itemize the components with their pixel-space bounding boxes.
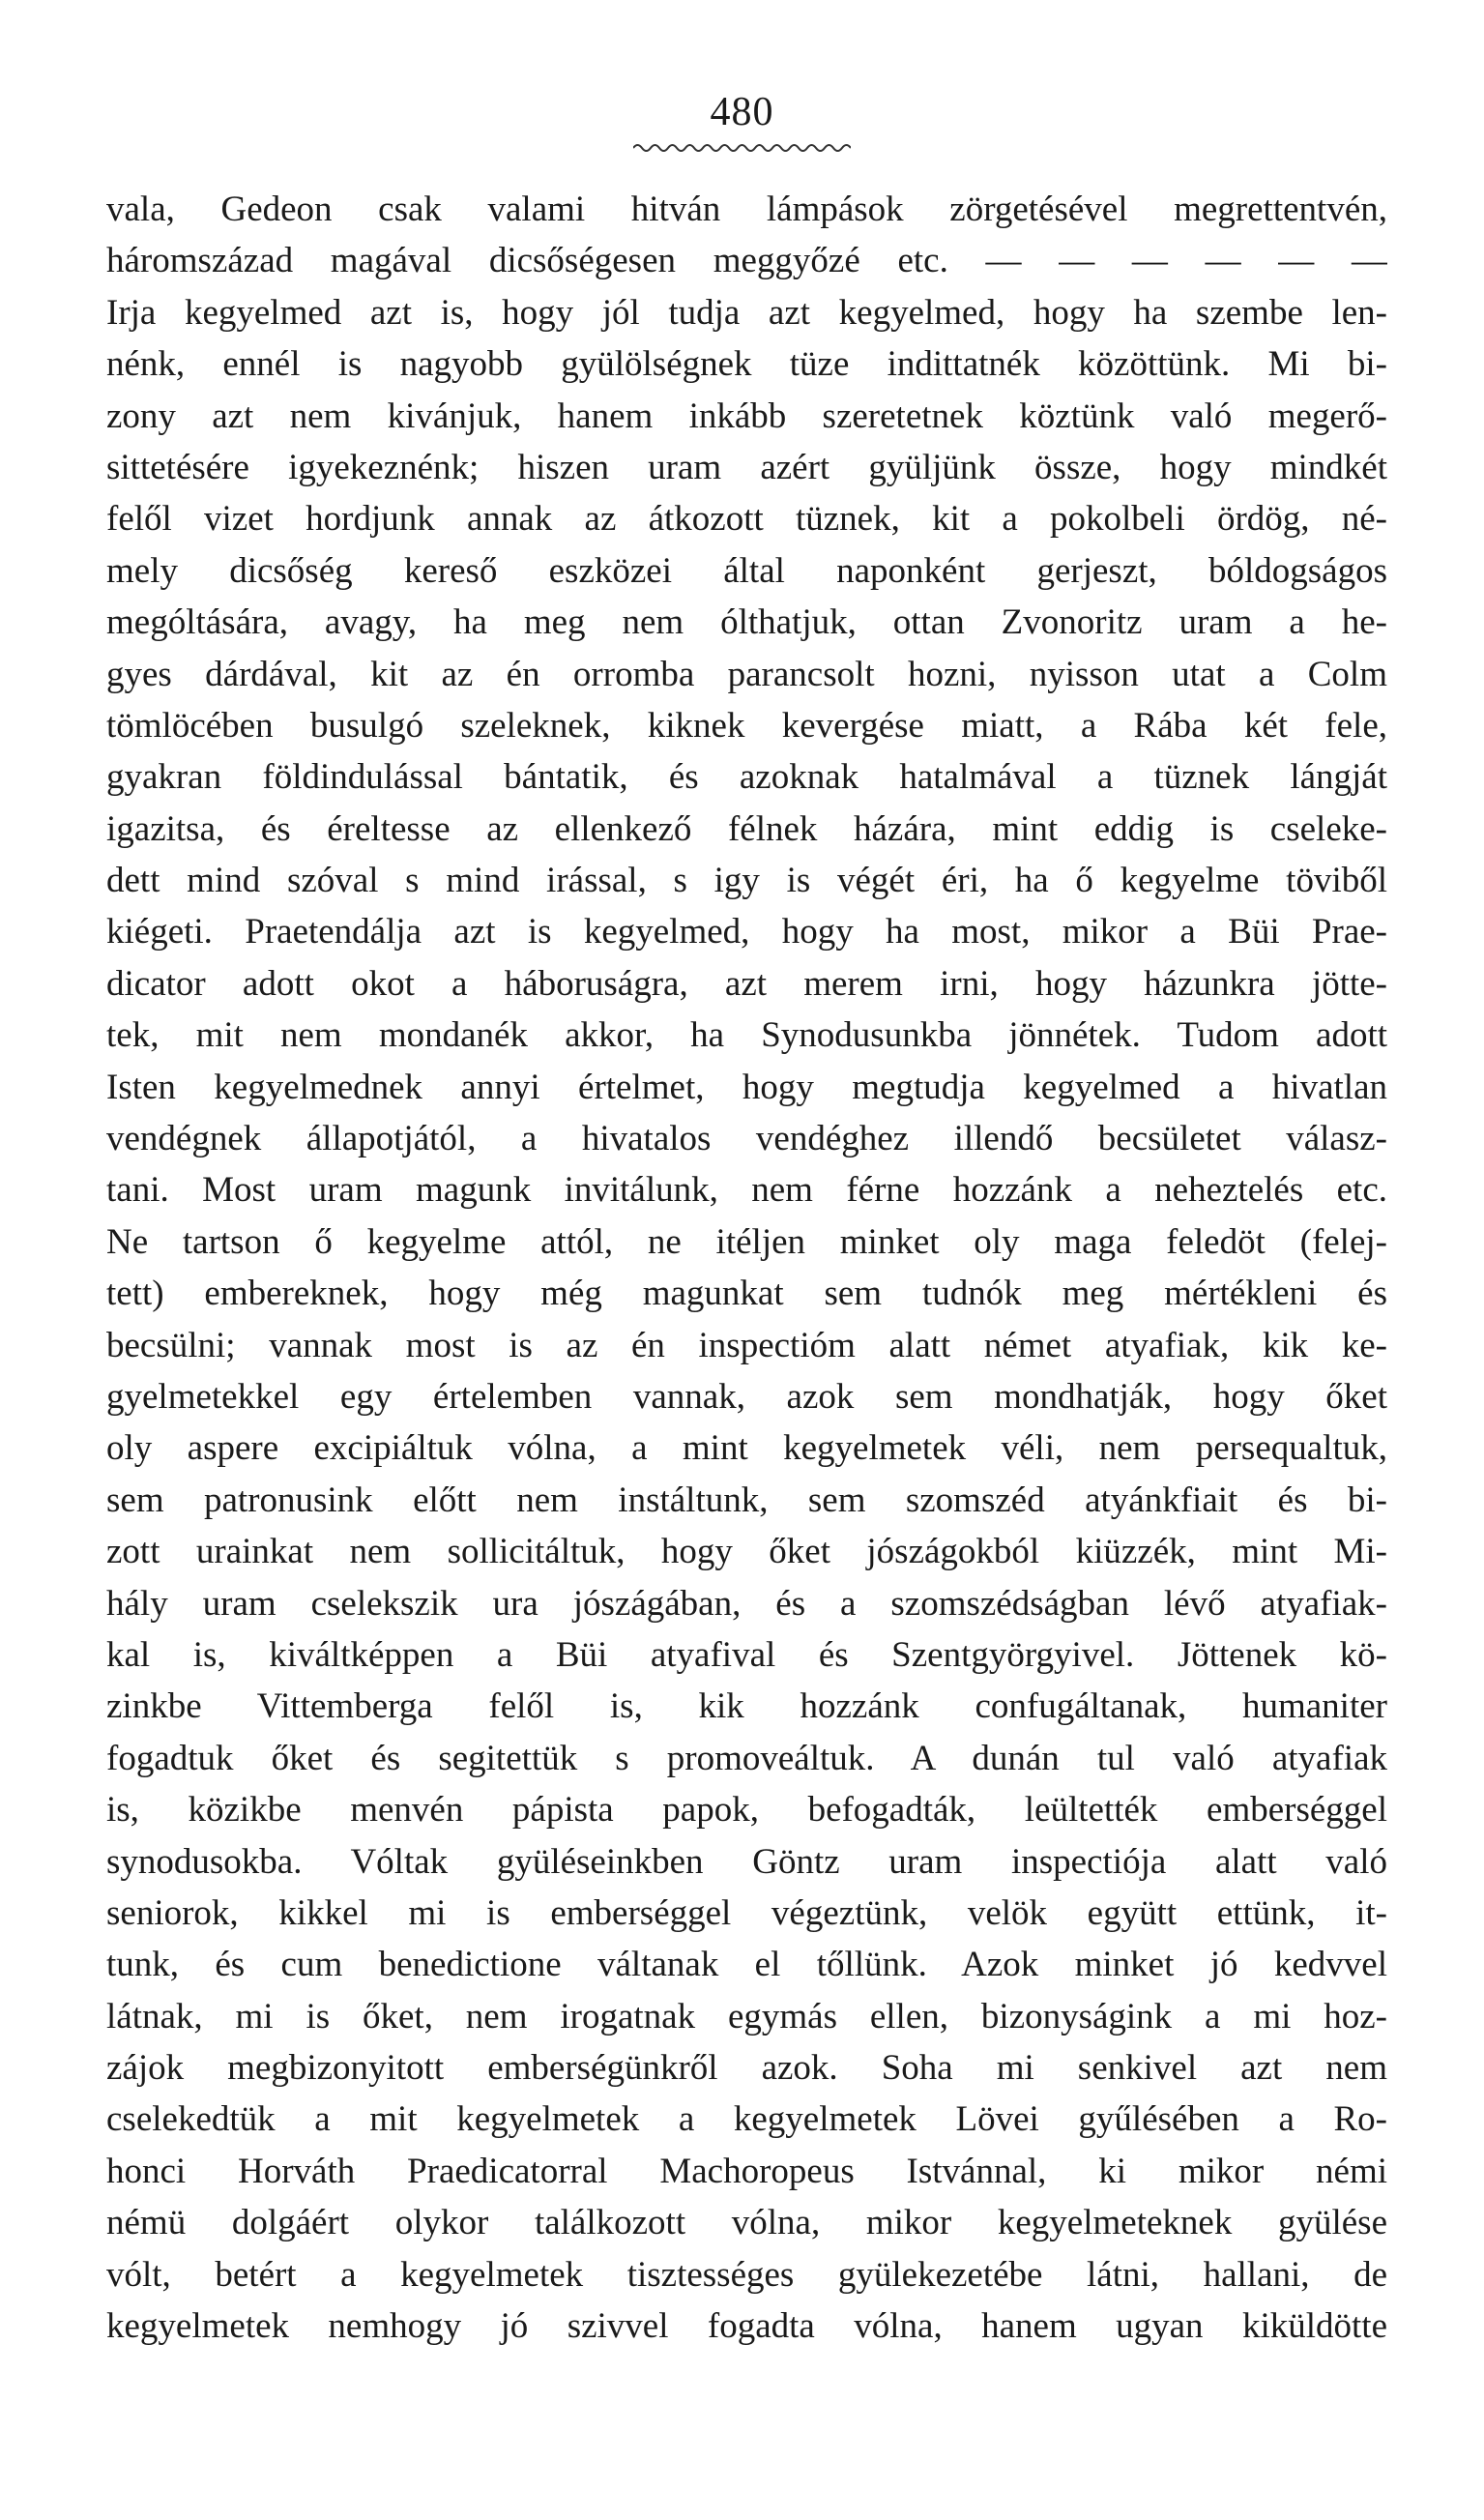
text-line: tömlöcében busulgó szeleknek, kiknek kevergése miatt, a Rába két fele,	[106, 705, 1387, 746]
text-line: mely dicsőség kereső eszközei által naponként gerjeszt, bóldogságos	[106, 550, 1387, 591]
text-line: nénk, ennél is nagyobb gyülölségnek tüze indittatnék közöttünk. Mi bi-	[106, 344, 1387, 385]
text-line: vólt, betért a kegyelmetek tisztességes gyülekezetébe látni, hallani, de	[106, 2254, 1387, 2295]
text-line: becsülni; vannak most is az én inspectióm alatt német atyafiak, kik ke-	[106, 1325, 1387, 1365]
text-line: sittetésére igyekeznénk; hiszen uram azért gyüljünk össze, hogy mindkét	[106, 447, 1387, 487]
text-line: felől vizet hordjunk annak az átkozott tüznek, kit a pokolbeli ördög, né-	[106, 499, 1387, 540]
text-line: kal is, kiváltképpen a Büi atyafival és Szentgyörgyivel. Jöttenek kö-	[106, 1634, 1387, 1675]
text-line: vala, Gedeon csak valami hitván lámpások zörgetésével megrettentvén,	[106, 190, 1387, 229]
text-line: kiégeti. Praetendálja azt is kegyelmed, hogy ha most, mikor a Büi Prae-	[106, 912, 1387, 952]
text-line: látnak, mi is őket, nem irogatnak egymás ellen, bizonyságink a mi hoz-	[106, 1996, 1387, 2037]
text-line: Isten kegyelmednek annyi értelmet, hogy megtudja kegyelmed a hivatlan	[106, 1067, 1387, 1107]
text-line: mególtására, avagy, ha meg nem ólthatjuk, ottan Zvonoritz uram a he-	[106, 602, 1387, 643]
text-line: dicator adott okot a háboruságra, azt merem irni, hogy házunkra jötte-	[106, 963, 1387, 1004]
text-line: cselekedtük a mit kegyelmetek a kegyelmetek Lövei gyűlésében a Ro-	[106, 2099, 1387, 2140]
text-line: synodusokba. Vóltak gyüléseinkben Göntz uram inspectiója alatt való	[106, 1841, 1387, 1882]
text-line: sem patronusink előtt nem instáltunk, sem szomszéd atyánkfiait és bi-	[106, 1480, 1387, 1520]
body-text	[106, 184, 1387, 2352]
text-line: gyes dárdával, kit az én orromba parancsolt hozni, nyisson utat a Colm	[106, 654, 1387, 694]
text-line: tek, mit nem mondanék akkor, ha Synodusunkba jönnétek. Tudom adott	[106, 1015, 1387, 1056]
text-line: tett) embereknek, hogy még magunkat sem tudnók meg mértékleni és	[106, 1274, 1387, 1314]
text-line: zájok megbizonyitott emberségünkről azok. Soha mi senkivel azt nem	[106, 2048, 1387, 2089]
text-line: igazitsa, és éreltesse az ellenkező félnek házára, mint eddig is cseleke-	[106, 808, 1387, 849]
text-line: oly aspere excipiáltuk vólna, a mint kegyelmetek véli, nem persequaltuk,	[106, 1428, 1387, 1469]
text-line: vendégnek állapotjától, a hivatalos vendéghez illendő becsületet válasz-	[106, 1119, 1387, 1159]
text-line: fogadtuk őket és segitettük s promoveáltuk. A dunán tul való atyafiak	[106, 1738, 1387, 1778]
text-line: zinkbe Vittemberga felől is, kik hozzánk confugáltanak, humaniter	[106, 1686, 1387, 1727]
text-line: háromszázad magával dicsőségesen meggyőzé etc. — — — — — —	[106, 241, 1387, 281]
text-line: zott urainkat nem sollicitáltuk, hogy őket jószágokból kiüzzék, mint Mi-	[106, 1532, 1387, 1572]
text-line: tani. Most uram magunk invitálunk, nem férne hozzánk a neheztelés etc.	[106, 1170, 1387, 1211]
text-line: gyelmetekkel egy értelemben vannak, azok sem mondhatják, hogy őket	[106, 1376, 1387, 1417]
text-line: seniorok, kikkel mi is emberséggel végeztünk, velök együtt ettünk, it-	[106, 1892, 1387, 1933]
text-line: tunk, és cum benedictione váltanak el tőllünk. Azok minket jó kedvvel	[106, 1945, 1387, 1985]
text-line: honci Horváth Praedicatorral Machoropeus Istvánnal, ki mikor némi	[106, 2151, 1387, 2191]
text-line: némü dolgáért olykor találkozott vólna, mikor kegyelmeteknek gyülése	[106, 2203, 1387, 2243]
text-line: kegyelmetek nemhogy jó szivvel fogadta vólna, hanem ugyan kiküldötte	[106, 2306, 1387, 2347]
text-line: is, közikbe menvén pápista papok, befogadták, leültették emberséggel	[106, 1790, 1387, 1831]
text-line: dett mind szóval s mind irással, s igy is végét éri, ha ő kegyelme töviből	[106, 861, 1387, 901]
text-line: zony azt nem kivánjuk, hanem inkább szeretetnek köztünk való megerő-	[106, 396, 1387, 436]
wavy-ornament-icon	[633, 141, 851, 155]
text-line: Ne tartson ő kegyelme attól, ne itéljen minket oly maga feledöt (felej-	[106, 1221, 1387, 1262]
page-number: 480	[710, 90, 774, 134]
text-line: Irja kegyelmed azt is, hogy jól tudja azt kegyelmed, hogy ha szembe len-	[106, 292, 1387, 333]
text-line: gyakran földindulással bántatik, és azoknak hatalmával a tüznek lángját	[106, 757, 1387, 798]
text-line: hály uram cselekszik ura jószágában, és a szomszédságban lévő atyafiak-	[106, 1583, 1387, 1624]
